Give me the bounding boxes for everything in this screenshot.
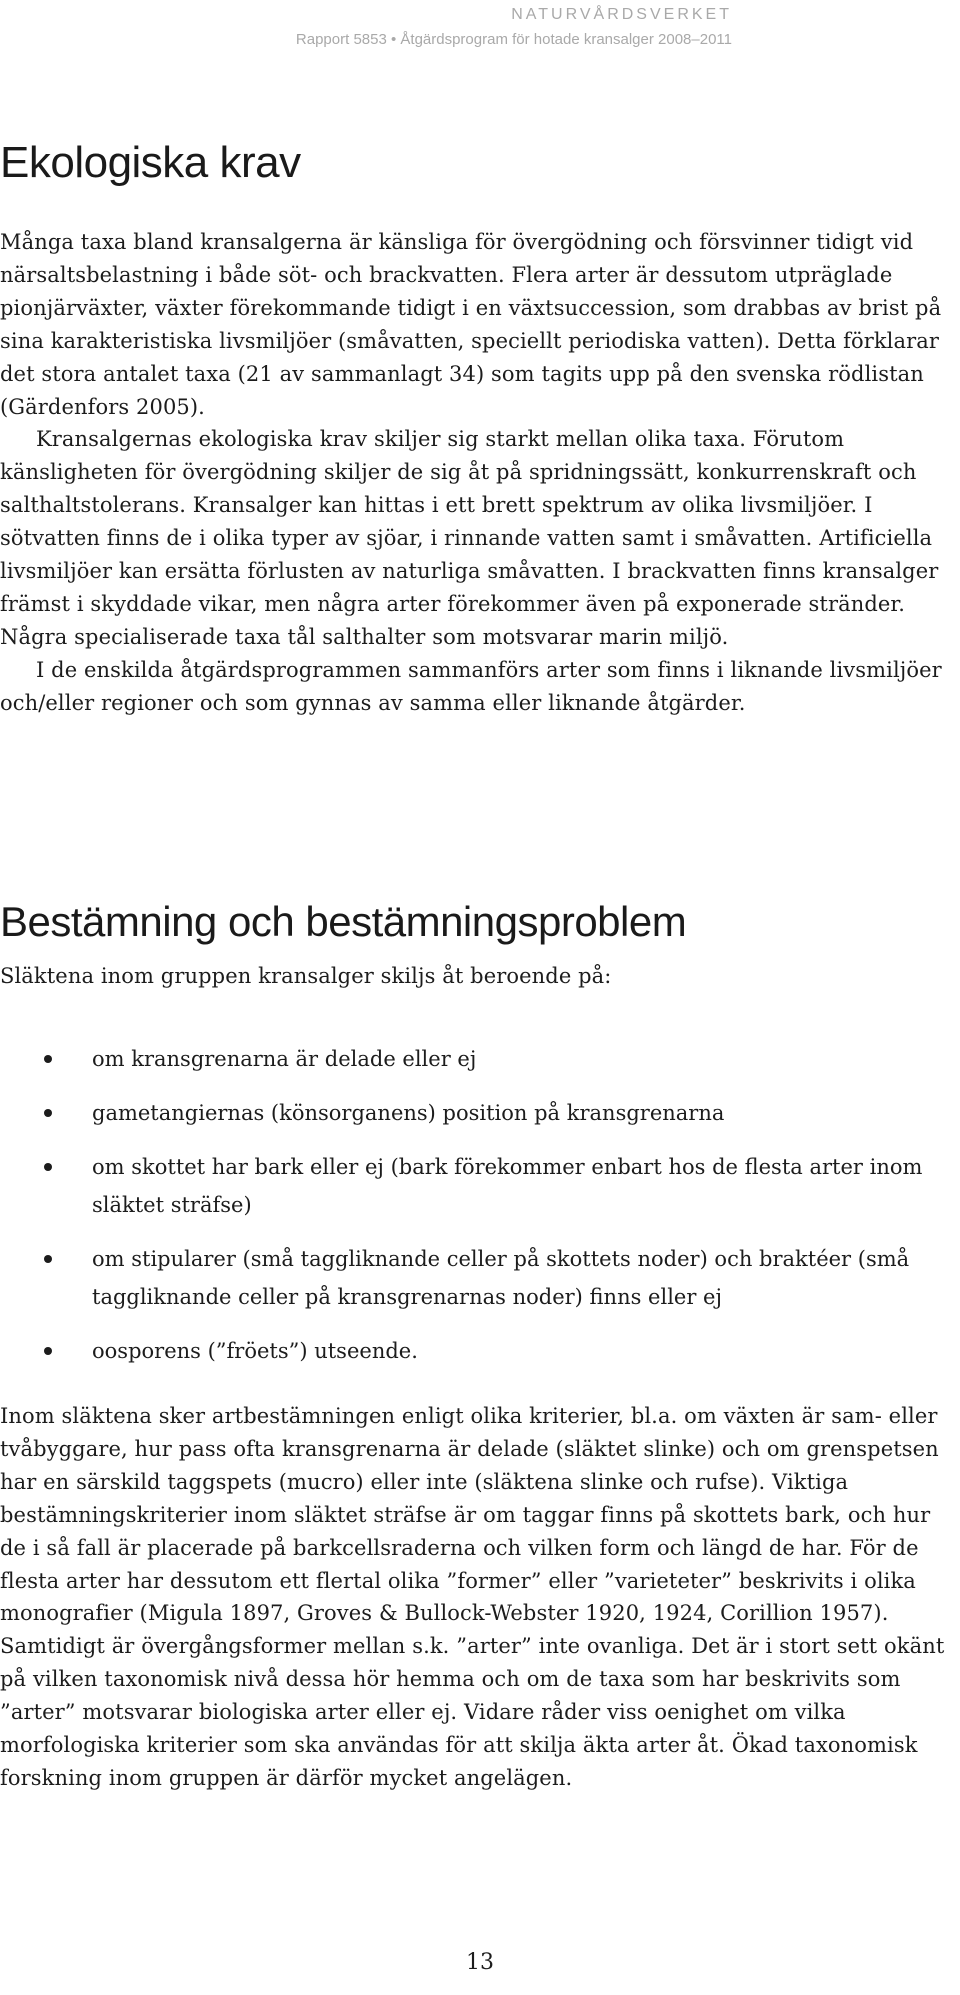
list-item [0, 1040, 950, 1078]
bullet-icon [44, 1255, 52, 1263]
bullet-icon [44, 1055, 52, 1063]
section-2-body [0, 1400, 950, 1795]
section-1-body [0, 226, 950, 720]
header-organization: NATURVÅRDSVERKET [511, 6, 732, 23]
bullet-icon [44, 1163, 52, 1171]
list-item [0, 1094, 950, 1132]
paragraph: Kransalgernas ekologiska krav skiljer sig starkt mellan olika taxa. Förutom känsligheten för övergödning skiljer de sig åt på spridningssätt, konkurrenskraft och salthaltstolerans. Kransalger kan hittas i ett brett spektrum av olika livsmiljöer. I sötvatten finns de i olika typer av sjöar, i rinnande vatten samt i småvatten. Artificiella livsmiljöer kan ersätta förlusten av naturliga småvatten. I brackvatten finns kransalger främst i skyddade vikar, men några arter förekommer även på exponerade stränder. Några specialiserade taxa tål salthalter som motsvarar marin miljö. [0, 427, 939, 649]
page-number: 13 [466, 1950, 494, 1975]
section-title-ekologiska-krav: Ekologiska krav [0, 138, 301, 187]
running-header [172, 0, 732, 50]
list-item [0, 1240, 950, 1316]
list-item-text: om stipularer (små taggliknande celler på skottets noder) och braktéer (små taggliknande celler på kransgrenarnas noder) finns eller ej [92, 1247, 910, 1309]
paragraph: Släktena inom gruppen kransalger skiljs åt beroende på: [0, 964, 612, 988]
list-item-text: oosporens (”fröets”) utseende. [92, 1339, 418, 1363]
paragraph: I de enskilda åtgärdsprogrammen sammanförs arter som finns i liknande livsmiljöer och/eller regioner och som gynnas av samma eller liknande åtgärder. [0, 657, 942, 715]
section-2-intro [0, 960, 950, 993]
section-title-bestamning: Bestämning och bestämningsproblem [0, 898, 687, 945]
bullet-icon [44, 1347, 52, 1355]
criteria-list [0, 1040, 950, 1386]
header-report-title: Rapport 5853 • Åtgärdsprogram för hotade kransalger 2008–2011 [295, 31, 732, 48]
bullet-icon [44, 1109, 52, 1117]
list-item-text: om skottet har bark eller ej (bark förekommer enbart hos de flesta arter inom släktet sträfse) [92, 1155, 923, 1217]
paragraph: Inom släktena sker artbestämningen enligt olika kriterier, bl.a. om växten är sam- eller tvåbyggare, hur pass ofta kransgrenarna är delade (släktet slinke) och om grenspetsen har en särskild taggspets (mucro) eller inte (släktena slinke och rufse). Viktiga bestämningskriterier inom släktet sträfse är om taggar finns på skottets bark, och hur de i så fall är placerade på barkcellsraderna och vilken form och längd de har. För de flesta arter har dessutom ett flertal olika ”former” eller ”varieteter” beskrivits i olika monografier (Migula 1897, Groves & Bullock-Webster 1920, 1924, Corillion 1957). Samtidigt är övergångsformer mellan s.k. ”arter” inte ovanliga. Det är i stort sett okänt på vilken taxonomisk nivå dessa hör hemma och om de taxa som har beskrivits som ”arter” motsvarar biologiska arter eller ej. Vidare råder viss oenighet om vilka morfologiska kriterier som ska användas för att skilja äkta arter åt. Ökad taxonomisk forskning inom gruppen är därför mycket angelägen. [0, 1404, 945, 1790]
list-item-text: om kransgrenarna är delade eller ej [92, 1047, 477, 1071]
list-item [0, 1148, 950, 1224]
paragraph: Många taxa bland kransalgerna är känsliga för övergödning och försvinner tidigt vid närsaltsbelastning i både söt- och brackvatten. Flera arter är dessutom utpräglade pionjärväxter, växter förekommande tidigt i en växtsuccession, som drabbas av brist på sina karakteristiska livsmiljöer (småvatten, speciellt periodiska vatten). Detta förklarar det stora antalet taxa (21 av sammanlagt 34) som tagits upp på den svenska rödlistan (Gärdenfors 2005). [0, 230, 942, 419]
list-item-text: gametangiernas (könsorganens) position på kransgrenarna [92, 1101, 725, 1125]
list-item [0, 1332, 950, 1370]
